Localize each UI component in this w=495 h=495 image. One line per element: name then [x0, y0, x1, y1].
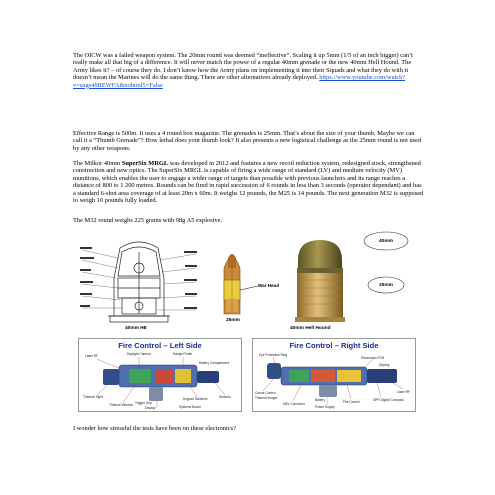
fc-right-label: Eye Protection Ring [259, 353, 288, 357]
fire-control-right-panel [252, 338, 416, 412]
fc-left-label: Range Finder [173, 352, 193, 356]
paragraph-oicw-text: The OICW was a failed weapon system. The 20mm round was deemed “ineffective”. Scaling it up 5mm (1/5 of an inch bigger) can’t really make all that big of a difference. It will never match the power of a regular 40mm grenade or the new 40mm Hell Hound. The Army likes it? – of course they do. I don’t know how the Army plans on implementing it into their Squads and what they do with it doesn’t mean the Marines will do the same thing. There are other alternatives already deployed. [73, 52, 413, 82]
fc-left-label: Keypad Switches [183, 397, 208, 401]
fc-right-label: Display [379, 363, 390, 367]
paragraph-milkor-body: was developed in 2012 and features a new recoil reduction system, redesigned stock, strengthened construction and new optics. The SuperSix MRGL is capable of firing a wide range of standard (LV) and medium velocity (MV) munitions, which enables the user to engage a wider range of targets than possible with previous launchers and its range reaches a distance of 800 to 1 200 metres. Rounds can be fired in rapid succession of 6 rounds in less than 3 seconds (operator dependant) and has a standard 6-shot area coverage of at least 20m x 60m. It weighs 12 pounds, the M25 is 14 pounds. The next generation M32 is supposed to weigh 10 pounds fully loaded. [73, 160, 424, 205]
fc-right-label: Laser RF [397, 390, 411, 394]
fc-right-label: Battery [315, 398, 326, 402]
fc-right-label: Power Supply [315, 405, 335, 409]
fc-left-label: Systems Board [179, 405, 201, 409]
fire-control-left-title: Fire Control – Left Side [118, 341, 202, 350]
fire-control-left-panel [78, 338, 242, 412]
fire-control-left-device [79, 339, 242, 412]
fire-control-right-title: Fire Control – Right Side [289, 341, 379, 350]
paragraph-range: Effective Range is 500m. It uses a 4 round box magazine. The grenades is 25mm. That’s about the size of your thumb. Maybe we can call it a “Thumb Grenade”? How lethal does your thumb look? It also presents a new logistical challenge as the 25mm round is not used by any other weapons. [73, 130, 422, 152]
fc-left-label: Daylight Camera [127, 352, 151, 356]
war-head-label: War Head [258, 283, 280, 288]
fc-right-label: MSL Connector [283, 402, 306, 406]
fc-left-label: Battery Compartment [199, 361, 230, 365]
fc-right-label: DPR Digital Compass [373, 398, 404, 402]
caption-40mm-he: 40mm HE [125, 326, 147, 331]
drawing-40mm-he [80, 238, 198, 330]
fc-left-label: Thermal Sight [83, 395, 103, 399]
fc-right-label: Electronics PCB [361, 356, 385, 360]
paragraph-oicw [73, 52, 425, 89]
fc-right-label: Thermal Imager [255, 396, 278, 400]
fc-left-label: Trigger Grip [135, 401, 152, 405]
dimension-40mm: 40mm [379, 239, 393, 244]
paragraph-closing: I wonder how stressful the tests have been on these electronics? [73, 425, 236, 432]
fc-right-label: Fire Control [343, 400, 360, 404]
fc-right-label: Cursor Control [255, 391, 276, 395]
fc-left-label: Sensors [219, 395, 231, 399]
fc-left-label: Laser RF [85, 354, 99, 358]
drawing-hell-hound-round [282, 238, 358, 324]
caption-25mm: 25mm [226, 318, 240, 323]
paragraph-milkor-intro: The Milkor 40mm [73, 160, 122, 167]
fc-left-label: Display [145, 406, 156, 410]
paragraph-milkor [73, 160, 425, 204]
dimension-25mm: 25mm [379, 283, 393, 288]
fc-left-label: Thermal Window [109, 403, 133, 407]
caption-hell-hound: 40mm Hell Hound [290, 326, 331, 331]
paragraph-milkor-bold: SuperSix MRGL [121, 160, 169, 167]
paragraph-m32-round: The M32 round weighs 225 grams with 98g A5 explosive. [73, 217, 223, 224]
youtube-link[interactable]: https://www.youtube.com/watch?v=sugs4hBEWFA&nohtml5=False [73, 74, 406, 89]
